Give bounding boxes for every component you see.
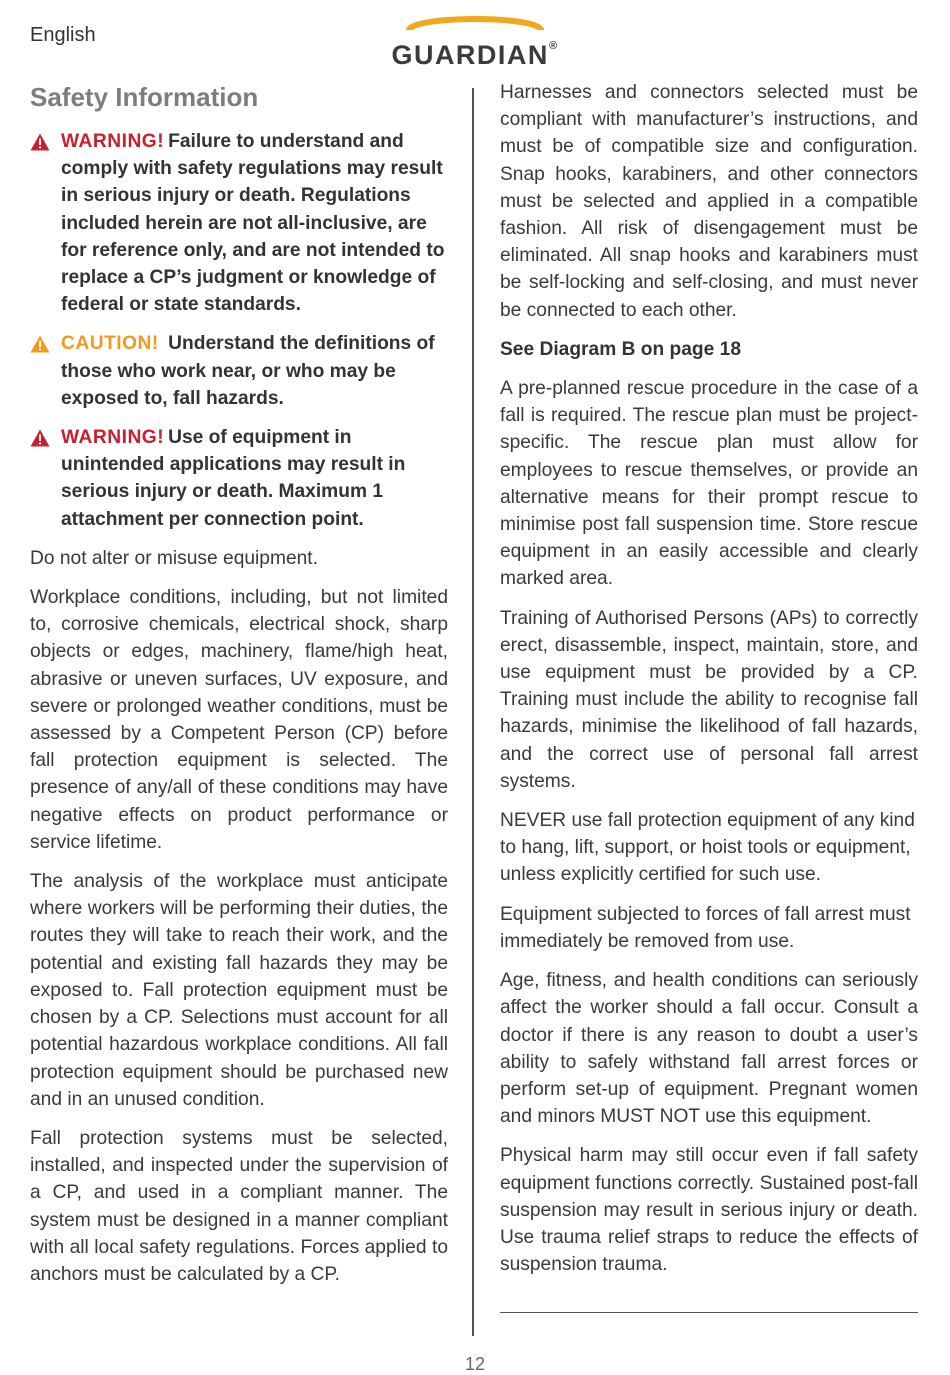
paragraph: Harnesses and connectors selected must be compliant with manufacturer’s instructions, and must be of compatible size and configuration. Snap hooks, karabiners, and other connectors must be selected and applied in a compatible fashion. All risk of disengagement must be eliminated. All snap hooks and karabiners must be self-locking and self-closing, and must never be connected to each other. [500,82,918,321]
warning-triangle-icon [30,429,50,447]
caution-label: CAUTION! [61,333,159,355]
diagram-reference: See Diagram B on page 18 [500,338,741,360]
page-title: Safety Information [30,82,259,112]
warning-label: WARNING! [61,131,165,152]
footnote-rule [500,1312,918,1313]
warning-notice-1 [30,128,448,318]
paragraph: Training of Authorised Persons (APs) to correctly erect, disassemble, inspect, maintain, store, and use equipment must be provided by a CP. Training must include the ability to recognise fall hazards, minimise the likelihood of fall hazards, and the correct use of personal fall arrest systems. [500,607,918,792]
logo-wordmark: GUARDIAN® [391,40,559,70]
caution-notice [30,330,448,412]
warning-text: Use of equipment in unintended applications may result in serious injury or death. Maximum 1 attachment per connection point. [61,427,406,530]
left-column [30,80,448,1300]
right-column [500,79,918,1290]
paragraph: Equipment subjected to forces of fall arrest must immediately be removed from use. [500,903,911,952]
caution-text: Understand the definitions of those who work near, or who may be exposed to, fall hazards. [61,333,435,409]
paragraph: Age, fitness, and health conditions can seriously affect the worker should a fall occur. Consult a doctor if there is any reason to doubt a user’s ability to safely withstand fall arrest forces or perform set-up of equipment. Pregnant women and minors MUST NOT use this equipment. [500,970,918,1128]
page-number: 12 [464,1354,486,1374]
paragraph: NEVER use fall protection equipment of any kind to hang, lift, support, or hoist tools or equipment, unless explicitly certified for such use. [500,810,915,886]
warning-notice-2 [30,424,448,533]
warning-text: Failure to understand and comply with safety regulations may result in serious injury or death. Regulations included herein are not all-inclusive, are for reference only, and are not intended to replace a CP’s judgment or knowledge of federal or state standards. [61,131,445,316]
warning-label: WARNING! [61,427,165,449]
paragraph: Physical harm may still occur even if fall safety equipment functions correctly. Sustained post-fall suspension may result in serious injury or death. Use trauma relief straps to reduce the effects of suspension trauma. [500,1145,918,1276]
paragraph: Workplace conditions, including, but not limited to, corrosive chemicals, electrical shock, sharp objects or edges, machinery, flame/high heat, abrasive or uneven surfaces, UV exposure, and severe or prolonged weather conditions, must be assessed by a Competent Person (CP) before fall protection equipment is selected. The presence of any/all of these conditions may have negative effects on product performance or service lifetime. [30,587,448,853]
column-divider [472,88,474,1336]
paragraph: A pre-planned rescue procedure in the case of a fall is required. The rescue plan must be project-specific. The rescue plan must allow for employees to rescue themselves, or provide an alternative means for their prompt rescue to minimise post fall suspension time. Store rescue equipment in an easily accessible and clearly marked area. [500,378,918,590]
language-label: English [30,24,96,46]
paragraph: Do not alter or misuse equipment. [30,547,318,569]
caution-triangle-icon [30,335,50,353]
warning-triangle-icon [30,133,50,151]
guardian-logo [380,14,570,68]
paragraph: Fall protection systems must be selected, installed, and inspected under the supervision of a CP, and used in a compliant manner. The system must be designed in a manner compliant with all local safety regulations. Forces applied to anchors must be calculated by a CP. [30,1127,448,1285]
paragraph: The analysis of the workplace must anticipate where workers will be performing their duties, the routes they will take to reach their work, and the potential and existing fall hazards they may be exposed to. Fall protection equipment must be chosen by a CP. Selections must account for all potential hazardous workplace conditions. All fall protection equipment should be purchased new and in an unused condition. [30,871,448,1110]
